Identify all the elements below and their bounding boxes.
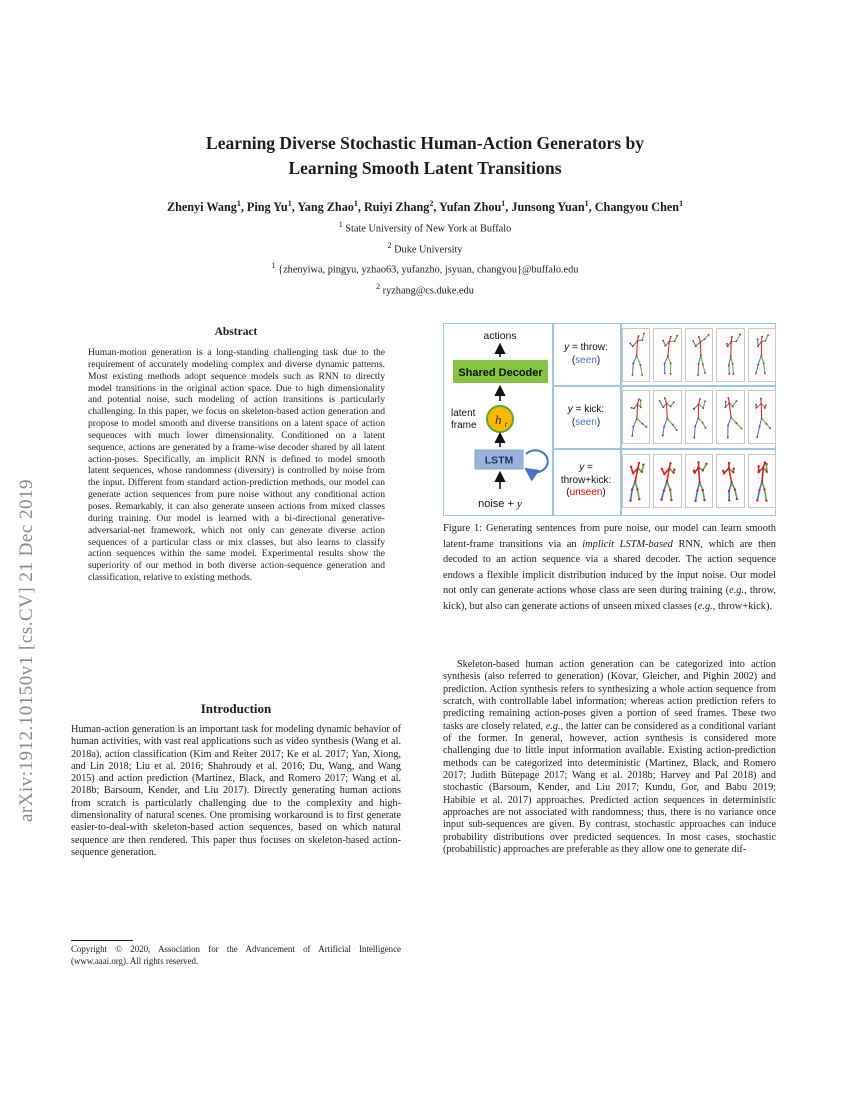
model-diagram: [444, 324, 552, 514]
lstm-label: LSTM: [484, 454, 514, 467]
author-name: Zhenyi Wang$^1$,: [166, 199, 247, 215]
skeleton-pose: [624, 456, 649, 506]
skeleton-pose: [655, 392, 680, 442]
recurrent-loop-arrow: [526, 450, 548, 472]
figure-row-frames: [622, 324, 776, 385]
skeleton-frame: [653, 454, 681, 508]
row-class-label: y = throw:: [564, 342, 608, 353]
skeleton-frame: [748, 328, 776, 382]
row-status-label: (unseen): [566, 487, 606, 499]
skeleton-pose: [687, 330, 712, 380]
introduction-text: Human-action generation is an important task for modeling dynamic behavior of human activities, with vast real applications such as video synthesis (Wang et al. 2018a), action classification (Kim and Reiter 2017; Ke et al. 2017; Yan, Xiong, and Lin 2018; Liu et al. 2016; Shahroudy et al. 2016; Du, Wang, and Wang 2015) and action prediction (Martinez, Black, and Romero 2017; Wang et al. 2018b; Barsoum, Kender, and Liu 2017). Directly generating human actions from scratch is particularly challenging due to the complexity and high-dimensionality of natural scenes. One promising workaround is to first generate easier-to-deal-with skeleton-based action sequences, based on which natural sequence are then rendered. This paper thus focuses on skeleton-based action-sequence generation.: [71, 724, 401, 858]
figure-row-frames: [622, 448, 776, 514]
author-list: [0, 199, 850, 215]
skeleton-frame: [653, 390, 681, 444]
figure-row-label: [553, 324, 619, 385]
shared-decoder-label: Shared Decoder: [458, 367, 543, 379]
figure-1-caption: Figure 1: Generating sentences from pure noise, our model can learn smooth latent-frame transitions via an implicit LSTM-based RNN, which are then decoded to an action sequence via a shared decoder. The action sequence endows a flexible implicit distribution induced by the input noise. Our model not only can generate actions whose class are seen during training (e.g., throw, kick), but also can generate actions of unseen mixed classes (e.g., throw+kick).: [443, 523, 776, 612]
affiliation-line: $^2$ Duke University: [387, 240, 463, 256]
row-status-label: (seen): [571, 416, 601, 428]
row-class-label: throw+kick:: [560, 474, 612, 486]
skeleton-pose: [655, 330, 680, 380]
skeleton-pose: [718, 456, 743, 506]
skeleton-frame: [622, 454, 650, 508]
skeleton-frame: [716, 390, 744, 444]
skeleton-pose: [687, 456, 712, 506]
skeleton-frame: [685, 390, 713, 444]
introduction-heading: Introduction: [200, 701, 272, 716]
row-class-label: y =: [579, 462, 593, 474]
author-name: Yufan Zhou$^1$,: [439, 199, 512, 215]
affiliation-line: $^1$ State University of New York at Buffalo: [338, 220, 512, 235]
arxiv-watermark: arXiv:1912.10150v1 [cs.CV] 21 Dec 2019: [16, 478, 37, 822]
skeleton-pose: [749, 456, 774, 506]
latent-state-symbol: h $_t$: [495, 412, 508, 429]
skeleton-frame: [748, 390, 776, 444]
skeleton-frame: [716, 454, 744, 508]
author-name: Ruiyi Zhang$^2$,: [364, 199, 440, 215]
skeleton-frame: [716, 328, 744, 382]
row-status-label: (seen): [571, 354, 601, 366]
skeleton-pose: [718, 330, 743, 380]
figure-row-label: [553, 448, 619, 514]
footnote-rule: [71, 940, 133, 941]
skeleton-frame: [622, 390, 650, 444]
paper-title-line1: Learning Diverse Stochastic Human-Action Generators by: [206, 133, 644, 153]
skeleton-pose: [624, 392, 649, 442]
abstract-heading: Abstract: [214, 326, 258, 338]
author-name: Ping Yu$^1$,: [246, 199, 298, 215]
skeleton-frame: [748, 454, 776, 508]
skeleton-frame: [685, 454, 713, 508]
right-column-paragraph: Skeleton-based human action generation can be categorized into action synthesis (also referred to generation) (Kovar, Gleicher, and Pighin 2002) and prediction. Action synthesis refers to synthesizing a whole action sequence from scratch, with controllable label information; whereas action prediction refers to predicting remaining action-poses given a portion of seed frames. These two tasks are closely related, e.g., the latter can be considered as a conditional variant of the former. In general, however, action synthesis is considered more challenging due to little input information available. Existing action-prediction methods can be categorized into deterministic (Martinez, Black, and Romero 2017; Judith Bütepage 2017; Wang et al. 2018b; Harvey and Pal 2018) and stochastic (Barsoum, Kender, and Liu 2017; Kundu, Gor, and Babu 2019; Habibie et al. 2017) approaches. Predicted action sequences in deterministic approaches are not associated with randomness; thus, there is no variance once input sub-sequences are given. By contrast, stochastic approaches can induce probability distributions over predicted sequences. In most cases, stochastic (probabilistic) approaches are preferable as they allow one to generate dif-: [443, 659, 776, 856]
skeleton-pose: [749, 330, 774, 380]
paper-title: [0, 131, 850, 181]
noise-input-label: noise + y: [478, 498, 522, 510]
figure-1: [443, 323, 776, 516]
actions-label: actions: [483, 330, 517, 342]
abstract-text: Human-motion generation is a long-standing challenging task due to the requirement of accurately modeling complex and diverse dynamic patterns. Most existing methods adopt sequence models such as RNN to directly model transitions in the original action space. Due to high dimensionality and potential noise, such modeling of action transitions is particularly challenging. In this paper, we focus on skeleton-based action generation and propose to model smooth and diverse transitions on a latent space of action sequences with much lower dimensionality. Conditioned on a latent sequence, actions are generated by a frame-wise decoder shared by all latent action-poses. Specifically, an implicit RNN is defined to model smooth latent sequences, whose randomness (diversity) is controlled by noise from the input. Different from standard action-prediction methods, our model can generate action sequences from pure noise without any conditional action poses. Remarkably, it can also generate unseen actions from mixed classes during training. Our model is learned with a bi-directional generative-adversarial-net framework, which not only can generate diverse action sequences of a particular class or mix classes, but also learns to classify action sequences within the same model. Experimental results show the superiority of our method in both diverse action-sequence generation and classification, relative to existing methods.: [88, 347, 385, 584]
paper-title-line2: Learning Smooth Latent Transitions: [288, 158, 562, 178]
skeleton-frame: [622, 328, 650, 382]
affiliation-line: $^1$ {zhenyiwa, pingyu, yzhao63, yufanzho, jsyuan, changyou}@buffalo.edu: [271, 261, 579, 276]
skeleton-frame: [653, 328, 681, 382]
skeleton-pose: [624, 330, 649, 380]
skeleton-pose: [655, 456, 680, 506]
figure-row-label: [553, 385, 619, 448]
skeleton-pose: [718, 392, 743, 442]
row-class-label: y = kick:: [567, 404, 605, 415]
author-name: Changyou Chen$^1$: [594, 199, 684, 215]
latent-frame-label: latent frame: [451, 408, 477, 431]
figure-row-frames: [622, 385, 776, 448]
skeleton-pose: [687, 392, 712, 442]
copyright-footnote: [71, 940, 401, 967]
copyright-text: Copyright © 2020, Association for the Advancement of Artificial Intelligence (www.aaai.org). All rights reserved.: [71, 944, 401, 966]
affiliation-list: [0, 217, 850, 300]
affiliation-line: $^2$ ryzhang@cs.duke.edu: [376, 281, 474, 297]
skeleton-pose: [749, 392, 774, 442]
skeleton-frame: [685, 328, 713, 382]
author-name: Yang Zhao$^1$,: [297, 199, 364, 215]
author-name: Junsong Yuan$^1$,: [511, 199, 595, 215]
